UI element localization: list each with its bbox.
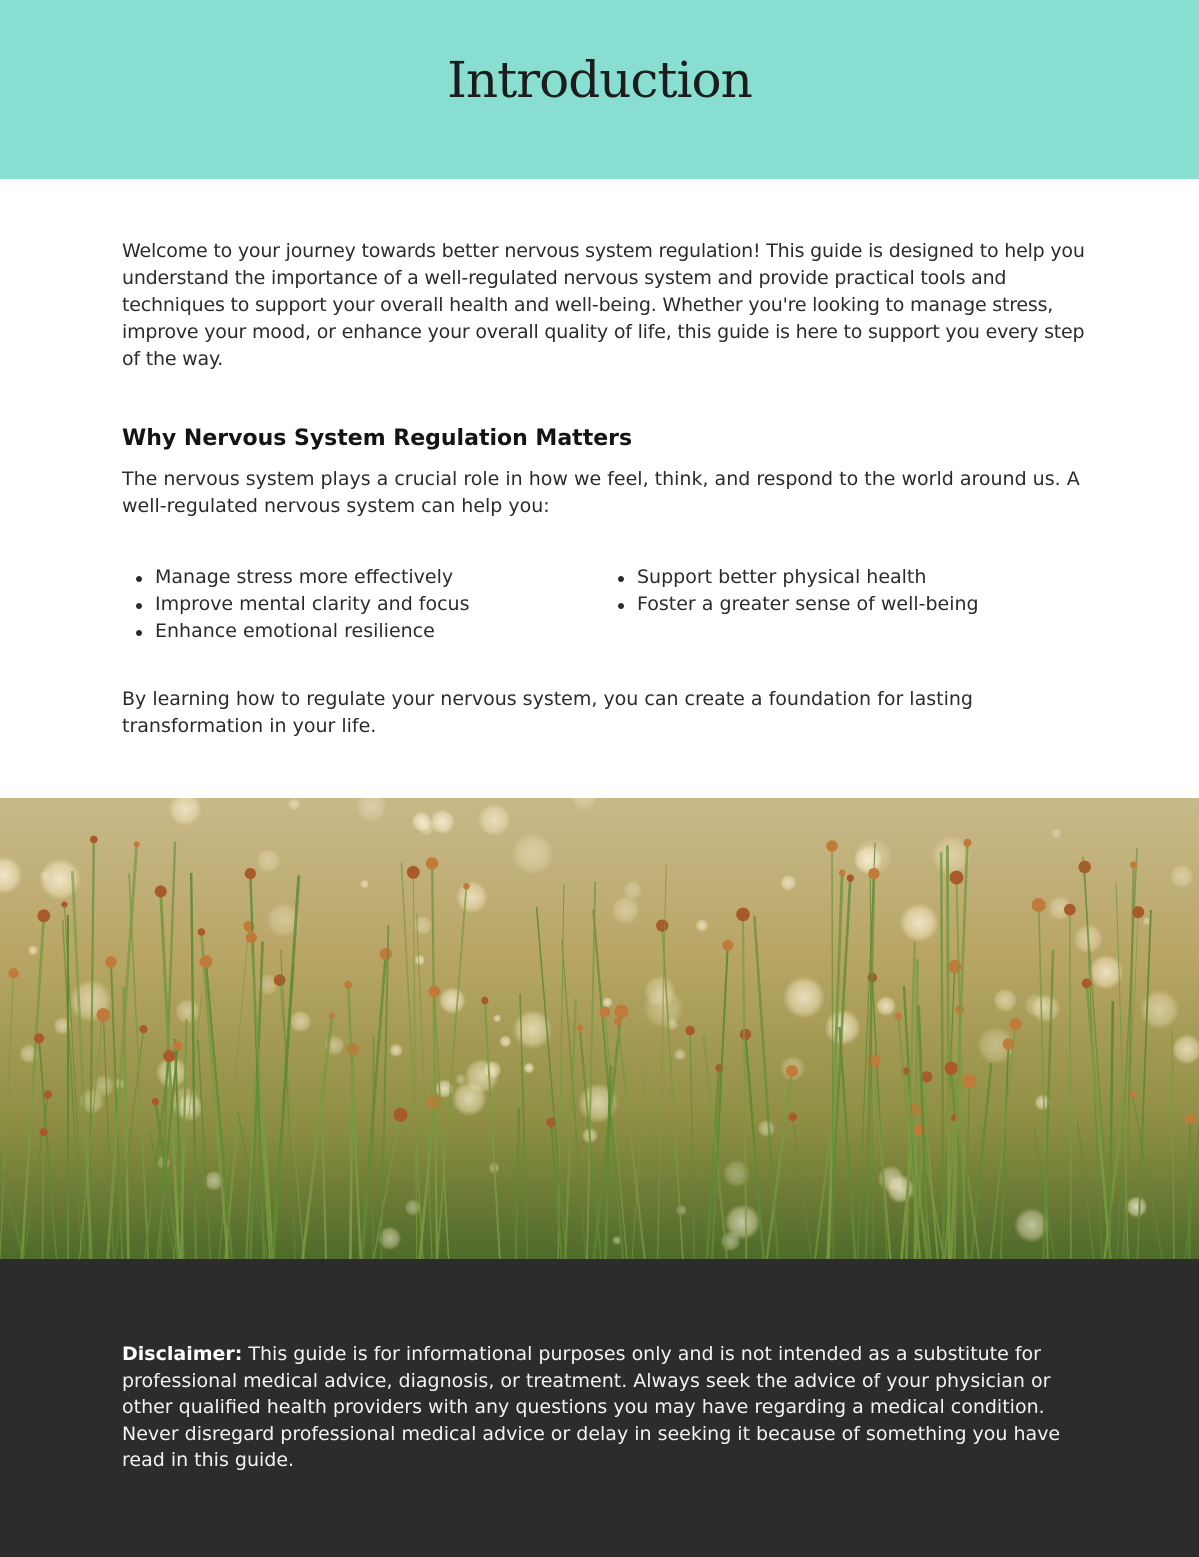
benefits-list — [122, 564, 1087, 645]
main-content — [122, 238, 1087, 740]
page-title: Introduction — [447, 50, 752, 109]
closing-paragraph: By learning how to regulate your nervous system, you can create a foundation for lasting transformation in your life. — [122, 688, 973, 737]
list-item: Enhance emotional resilience — [122, 618, 604, 645]
section-heading: Why Nervous System Regulation Matters — [122, 426, 633, 451]
list-item: Improve mental clarity and focus — [122, 591, 604, 618]
disclaimer-text: This guide is for informational purposes only and is not intended as a substitute for professional medical advice, diagnosis, or treatment. Always seek the advice of your physician or other qualified health providers with any questions you may have regarding a medical condition. Never disregard professional medical advice or delay in seeking it because of something you have read in this guide. — [122, 1343, 1061, 1471]
benefits-column-left — [122, 564, 604, 645]
list-item: Manage stress more effectively — [122, 564, 604, 591]
disclaimer-label: Disclaimer: — [122, 1343, 243, 1365]
header-banner — [0, 0, 1199, 179]
list-item: Support better physical health — [604, 564, 979, 591]
list-item: Foster a greater sense of well-being — [604, 591, 979, 618]
intro-paragraph: Welcome to your journey towards better nervous system regulation! This guide is designed to help you understand the importance of a well-regulated nervous system and provide practical tools and techniques to support your overall health and well-being. Whether you're looking to manage stress, improve your mood, or enhance your overall quality of life, this guide is here to support you every step of the way. — [122, 240, 1085, 370]
meadow-photo — [0, 798, 1199, 1259]
benefits-column-right — [604, 564, 979, 645]
disclaimer — [122, 1341, 1097, 1474]
meadow-illustration — [0, 798, 1199, 1259]
section-lead: The nervous system plays a crucial role in how we feel, think, and respond to the world around us. A well-regulated nervous system can help you: — [122, 468, 1080, 517]
